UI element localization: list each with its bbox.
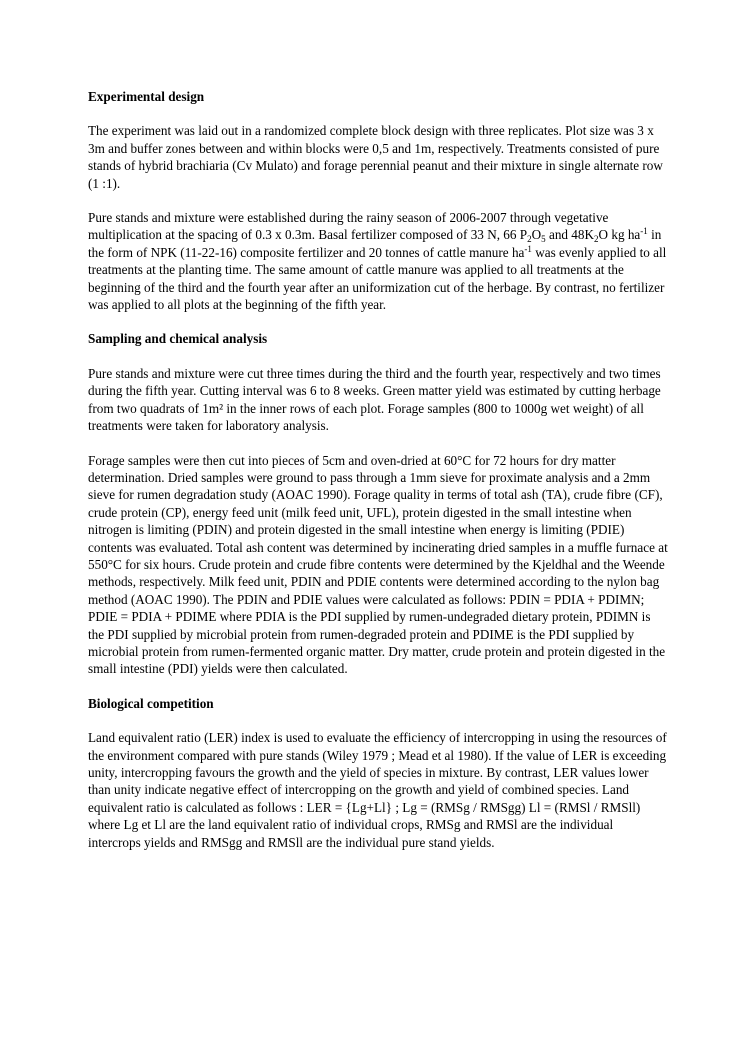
- subscript: 2: [594, 234, 599, 245]
- superscript: -1: [524, 243, 532, 254]
- section-heading-sampling: Sampling and chemical analysis: [88, 331, 268, 347]
- section-heading-experimental-design: Experimental design: [88, 89, 205, 104]
- document-page: [88, 88, 668, 868]
- paragraph-sampling-2: Forage samples were then cut into pieces of 5cm and oven-dried at 60°C for 72 hours for dry matter determination. Dried samples were ground to pass through a 1mm sieve for proximate analysis and a 2mm sieve for rumen degradation study (AOAC 1990). Forage quality in terms of total ash (TA), crude fibre (CF), crude protein (CP), energy feed unit (milk feed unit, UFL), protein digested in the small intestine when nitrogen is limiting (PDIN) and protein digested in the small intestine when energy is limiting (PDIE) contents was evaluated. Total ash content was determined by incinerating dried samples in a muffle furnace at 550°C for six hours. Crude protein and crude fibre contents were determined by the Kjeldhal and the Weende methods, respectively. Milk feed unit, PDIN and PDIE contents were determined according to the nylon bag method (AOAC 1990). The PDIN and PDIE values were calculated as follows: PDIN = PDIA + PDIMN; PDIE = PDIA + PDIME where PDIA is the PDI supplied by rumen-undegraded dietary protein, PDIMN is the PDI supplied by microbial protein from rumen-degraded protein and PDIME is the PDI supplied by microbial protein from rumen-fermented organic matter. Dry matter, crude protein and protein digested in the small intestine (PDI) yields were then calculated.: [88, 452, 668, 677]
- text-run: O kg ha: [598, 227, 641, 243]
- section-heading-biological-competition: Biological competition: [88, 695, 214, 711]
- text-run: in the form of NPK (11-22-16) composite fertilizer and 20 tonnes of cattle manure ha: [88, 227, 662, 260]
- text-run: was evenly applied to all treatments at the planting time. The same amount of cattle manure was applied to all treatments at the beginning of the third and the fourth year after an uniformization cut of the herbage. By contrast, no fertilizer was applied to all plots at the beginning of the fifth year.: [88, 244, 667, 313]
- superscript: -1: [640, 226, 648, 237]
- paragraph-sampling-1: Pure stands and mixture were cut three times during the third and the fourth year, respectively and two times during the fifth year. Cutting interval was 6 to 8 weeks. Green matter yield was estimated by cutting herbage from two quadrats of 1m² in the inner rows of each plot. Forage samples (800 to 1000g wet weight) of all treatments were taken for laboratory analysis.: [88, 365, 661, 434]
- paragraph-design-1: The experiment was laid out in a randomized complete block design with three replicates. Plot size was 3 x 3m and buffer zones between and within blocks were 0,5 and 1m, respectively. Treatments consisted of pure stands of hybrid brachiaria (Cv Mulato) and forage perennial peanut and their mixture in single alternate row (1 :1).: [88, 123, 663, 191]
- subscript: 5: [541, 234, 546, 245]
- text-run: Pure stands and mixture were established during the rainy season of 2006-2007 through vegetative multiplication at the spacing of 0.3 x 0.3m. Basal fertilizer composed of 33 N, 66 P: [88, 210, 609, 243]
- paragraph-design-2: [88, 209, 668, 313]
- paragraph-competition-1: Land equivalent ratio (LER) index is used to evaluate the efficiency of intercropping in using the resources of the environment compared with pure stands (Wiley 1979 ; Mead et al 1980). If the value of LER is exceeding unity, intercropping favours the growth and the yield of species in mixture. By contrast, LER values lower than unity indicate negative effect of intercropping on the growth and yield of combined species. Land equivalent ratio is calculated as follows : LER = {Lg+Ll} ; Lg = (RMSg / RMSgg) Ll = (RMSl / RMSll) where Lg et Ll are the land equivalent ratio of individual crops, RMSg and RMSl are the individual intercrops yields and RMSgg and RMSll are the individual pure stand yields.: [88, 730, 667, 850]
- text-run: and 48K: [545, 227, 595, 243]
- subscript: 2: [527, 234, 532, 245]
- text-run: O: [531, 227, 542, 243]
